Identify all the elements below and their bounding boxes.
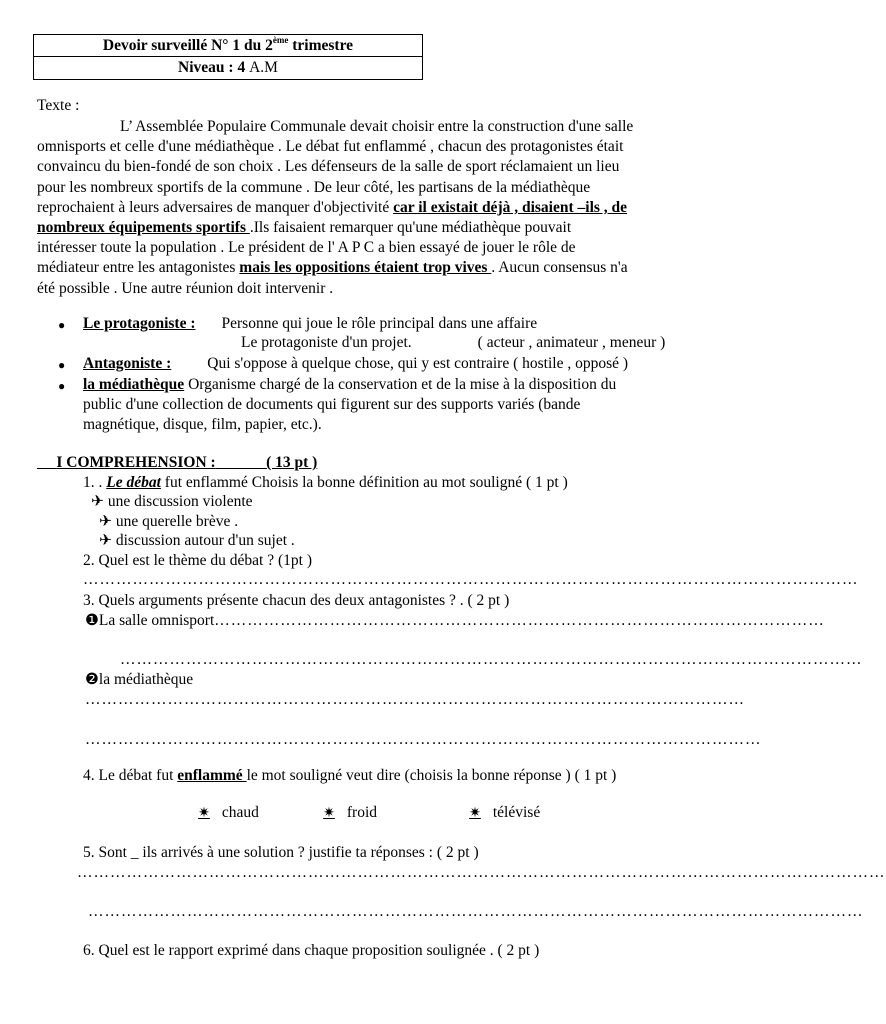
- q4-option-chaud: ✷ chaud: [190, 803, 259, 824]
- q1-option-3: ✈ discussion autour d'un sujet .: [99, 532, 295, 549]
- glossary-item-protagoniste-example: Le protagoniste d'un projet. ( acteur , animateur , meneur ): [241, 334, 666, 351]
- bullet-icon: ●: [58, 358, 66, 372]
- asterisk-icon: ✷: [469, 806, 481, 821]
- exam-title: Devoir surveillé N° 1 du 2ème trimestre: [102, 35, 354, 54]
- glossary-item-antagoniste: Antagoniste : Qui s'oppose à quelque chose, qui y est contraire ( hostile , opposé ): [83, 355, 629, 372]
- answer-line: ……………………………………………………………………………………………………………………………: [83, 571, 859, 588]
- answer-line: …………………………………………………………………………………………………………: [85, 691, 745, 708]
- glossary-item-protagoniste: Le protagoniste : Personne qui joue le rôle principal dans une affaire: [83, 315, 538, 332]
- question-2: 2. Quel est le thème du débat ? (1pt ): [83, 552, 312, 569]
- asterisk-icon: ✷: [323, 806, 335, 821]
- header-box: [33, 34, 423, 80]
- answer-line: ………………………………………………………………………………………………………………………: [120, 651, 863, 668]
- answer-line: …………………………………………………………………………………………………………………………………: [77, 864, 886, 881]
- answer-line: ……………………………………………………………………………………………………………………………: [88, 903, 864, 920]
- question-5: 5. Sont _ ils arrivés à une solution ? justifie ta réponses : ( 2 pt ): [83, 844, 479, 861]
- exam-level: Niveau : 4 A.M: [34, 56, 422, 78]
- q1-option-2: ✈ une querelle brève .: [99, 513, 239, 530]
- q4-option-froid: ✷ froid: [315, 803, 377, 824]
- q3-part-1: ❶La salle omnisport…………………………………………………………………………………………………: [85, 612, 825, 629]
- text-body: L’ Assemblée Populaire Communale devait choisir entre la construction d'une salle omnisports et celle d'une médiathèque . Le débat fut enflammé , chacun des protagonistes était convaincu du bien-fondé de son choix . Les défenseurs de la salle de sport réclamaient un lieu pour les nombreux sportifs de la commune . De leur côté, les partisans de la médiathèque reprochaient à leurs adversaires de manquer d'objectivité car il existait déjà , disaient –ils , de nombreux équipements sportifs .Ils faisaient remarquer qu'une médiathèque pouvait intéresser toute la population . Le président de l' A P C a bien essayé de jouer le rôle de médiateur entre les antagonistes mais les oppositions étaient trop vives . Aucun consensus n'a été possible . Une autre réunion doit intervenir .: [37, 118, 634, 297]
- glossary-mediatheque-cont2: magnétique, disque, film, papier, etc.).: [83, 416, 322, 433]
- airplane-icon: ✈: [99, 513, 112, 530]
- q1-option-1: ✈ une discussion violente: [91, 493, 253, 510]
- airplane-icon: ✈: [99, 532, 112, 549]
- q4-option-televise: ✷ télévisé: [461, 803, 540, 824]
- text-label: Texte :: [37, 97, 80, 114]
- bullet-icon: ●: [58, 318, 66, 332]
- asterisk-icon: ✷: [198, 806, 210, 821]
- question-1: 1. . Le débat fut enflammé Choisis la bonne définition au mot souligné ( 1 pt ): [83, 474, 568, 491]
- question-4: 4. Le débat fut enflammé le mot souligné veut dire (choisis la bonne réponse ) ( 1 pt ): [83, 767, 617, 784]
- bullet-icon: ●: [58, 379, 66, 393]
- glossary-item-mediatheque: la médiathèque Organisme chargé de la conservation et de la mise à la disposition du: [83, 376, 617, 393]
- question-6: 6. Quel est le rapport exprimé dans chaque proposition soulignée . ( 2 pt ): [83, 942, 540, 959]
- section-title: I COMPREHENSION : ( 13 pt ): [56, 454, 318, 471]
- airplane-icon: ✈: [91, 493, 104, 510]
- answer-line: ……………………………………………………………………………………………………………: [85, 731, 762, 748]
- question-3: 3. Quels arguments présente chacun des deux antagonistes ? . ( 2 pt ): [83, 592, 510, 609]
- q3-part-2: ❷la médiathèque: [85, 671, 194, 688]
- glossary-mediatheque-cont1: public d'une collection de documents qui figurent sur des supports variés (bande: [83, 396, 581, 413]
